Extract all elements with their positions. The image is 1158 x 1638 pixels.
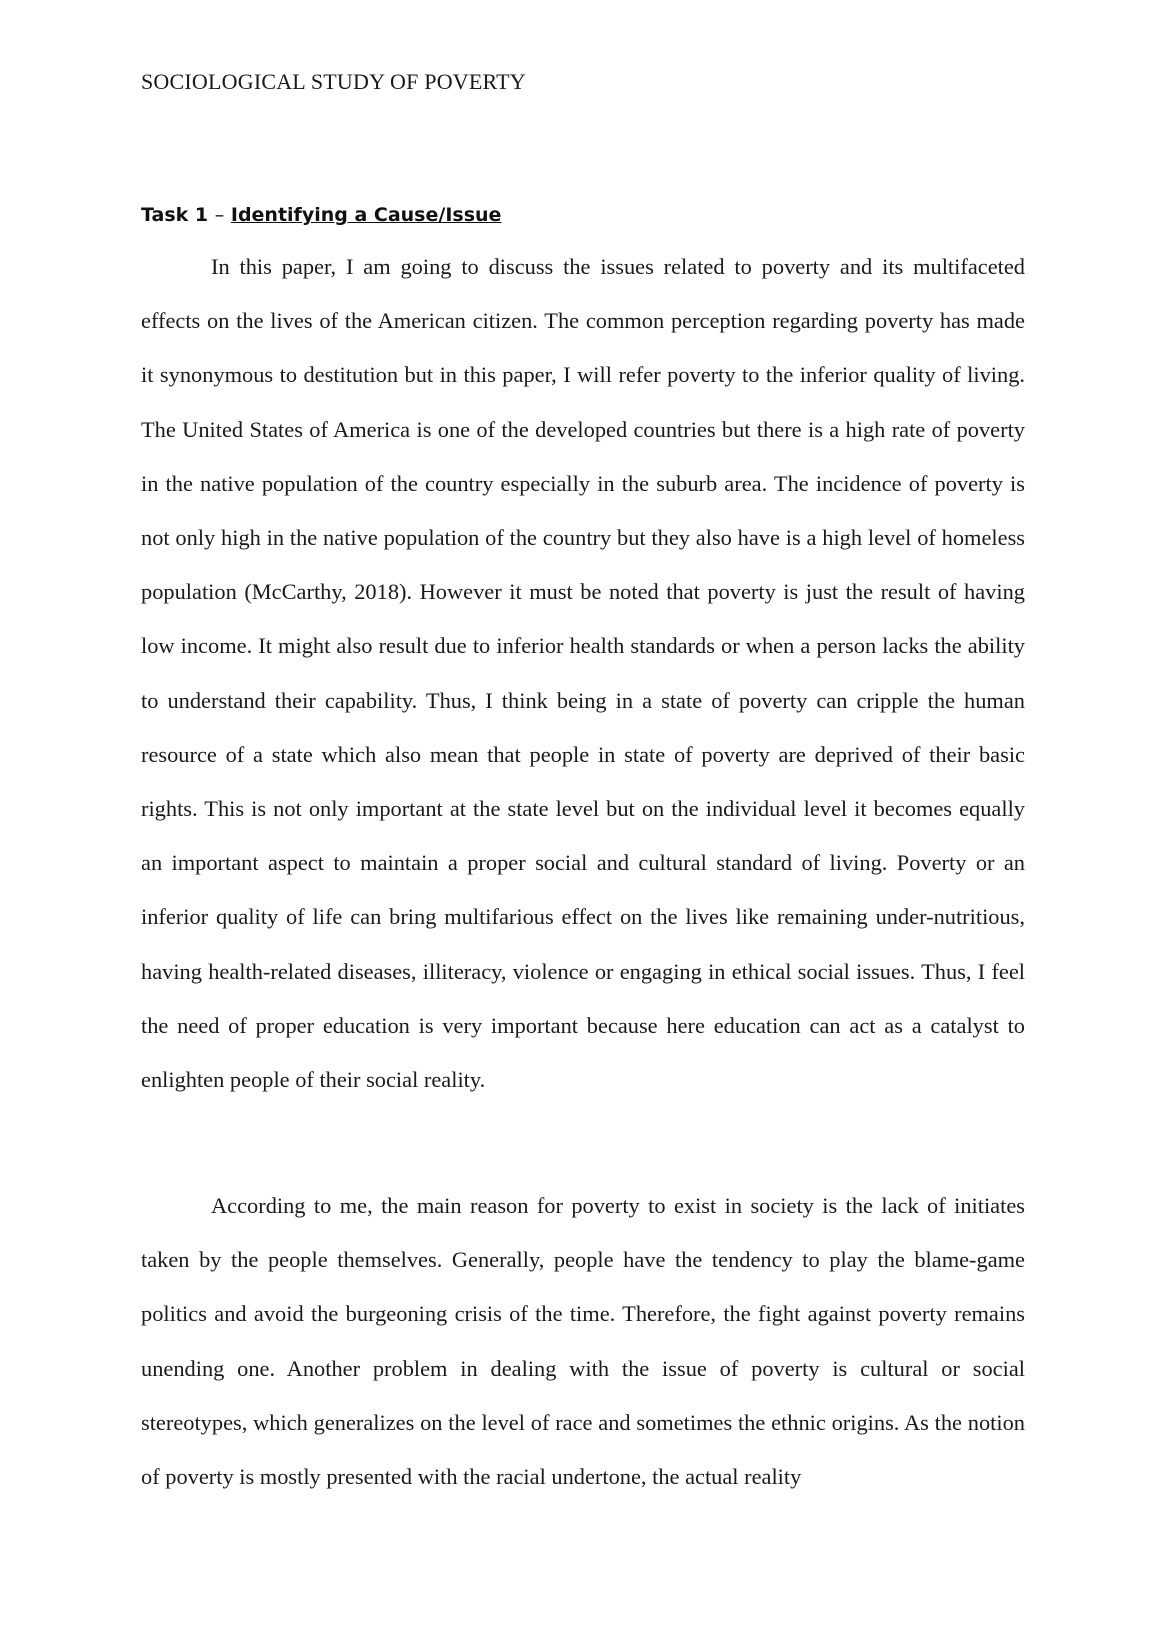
- task-title: Identifying a Cause/Issue: [230, 204, 502, 226]
- task-separator: –: [214, 204, 225, 226]
- task-heading: [141, 204, 501, 226]
- running-head: SOCIOLOGICAL STUDY OF POVERTY: [141, 69, 526, 94]
- task-label: Task 1: [141, 204, 209, 226]
- body-paragraph-2: According to me, the main reason for poverty to exist in society is the lack of initiates taken by the people themselves. Generally, people have the tendency to play the blame-game politics and avoid the burgeoning crisis of the time. Therefore, the fight against poverty remains unending one. Another problem in dealing with the issue of poverty is cultural or social stereotypes, which generalizes on the level of race and sometimes the ethnic origins. As the notion of poverty is mostly presented with the racial undertone, the actual reality: [141, 1193, 1025, 1490]
- body-paragraph-1: In this paper, I am going to discuss the issues related to poverty and its multifaceted effects on the lives of the American citizen. The common perception regarding poverty has made it synonymous to destitution but in this paper, I will refer poverty to the inferior quality of living. The United States of America is one of the developed countries but there is a high rate of poverty in the native population of the country especially in the suburb area. The incidence of poverty is not only high in the native population of the country but they also have is a high level of homeless population (McCarthy, 2018). However it must be noted that poverty is just the result of having low income. It might also result due to inferior health standards or when a person lacks the ability to understand their capability. Thus, I think being in a state of poverty can cripple the human resource of a state which also mean that people in state of poverty are deprived of their basic rights. This is not only important at the state level but on the individual level it becomes equally an important aspect to maintain a proper social and cultural standard of living. Poverty or an inferior quality of life can bring multifarious effect on the lives like remaining under-nutritious, having health-related diseases, illiteracy, violence or engaging in ethical social issues. Thus, I feel the need of proper education is very important because here education can act as a catalyst to enlighten people of their social reality.: [141, 254, 1025, 1093]
